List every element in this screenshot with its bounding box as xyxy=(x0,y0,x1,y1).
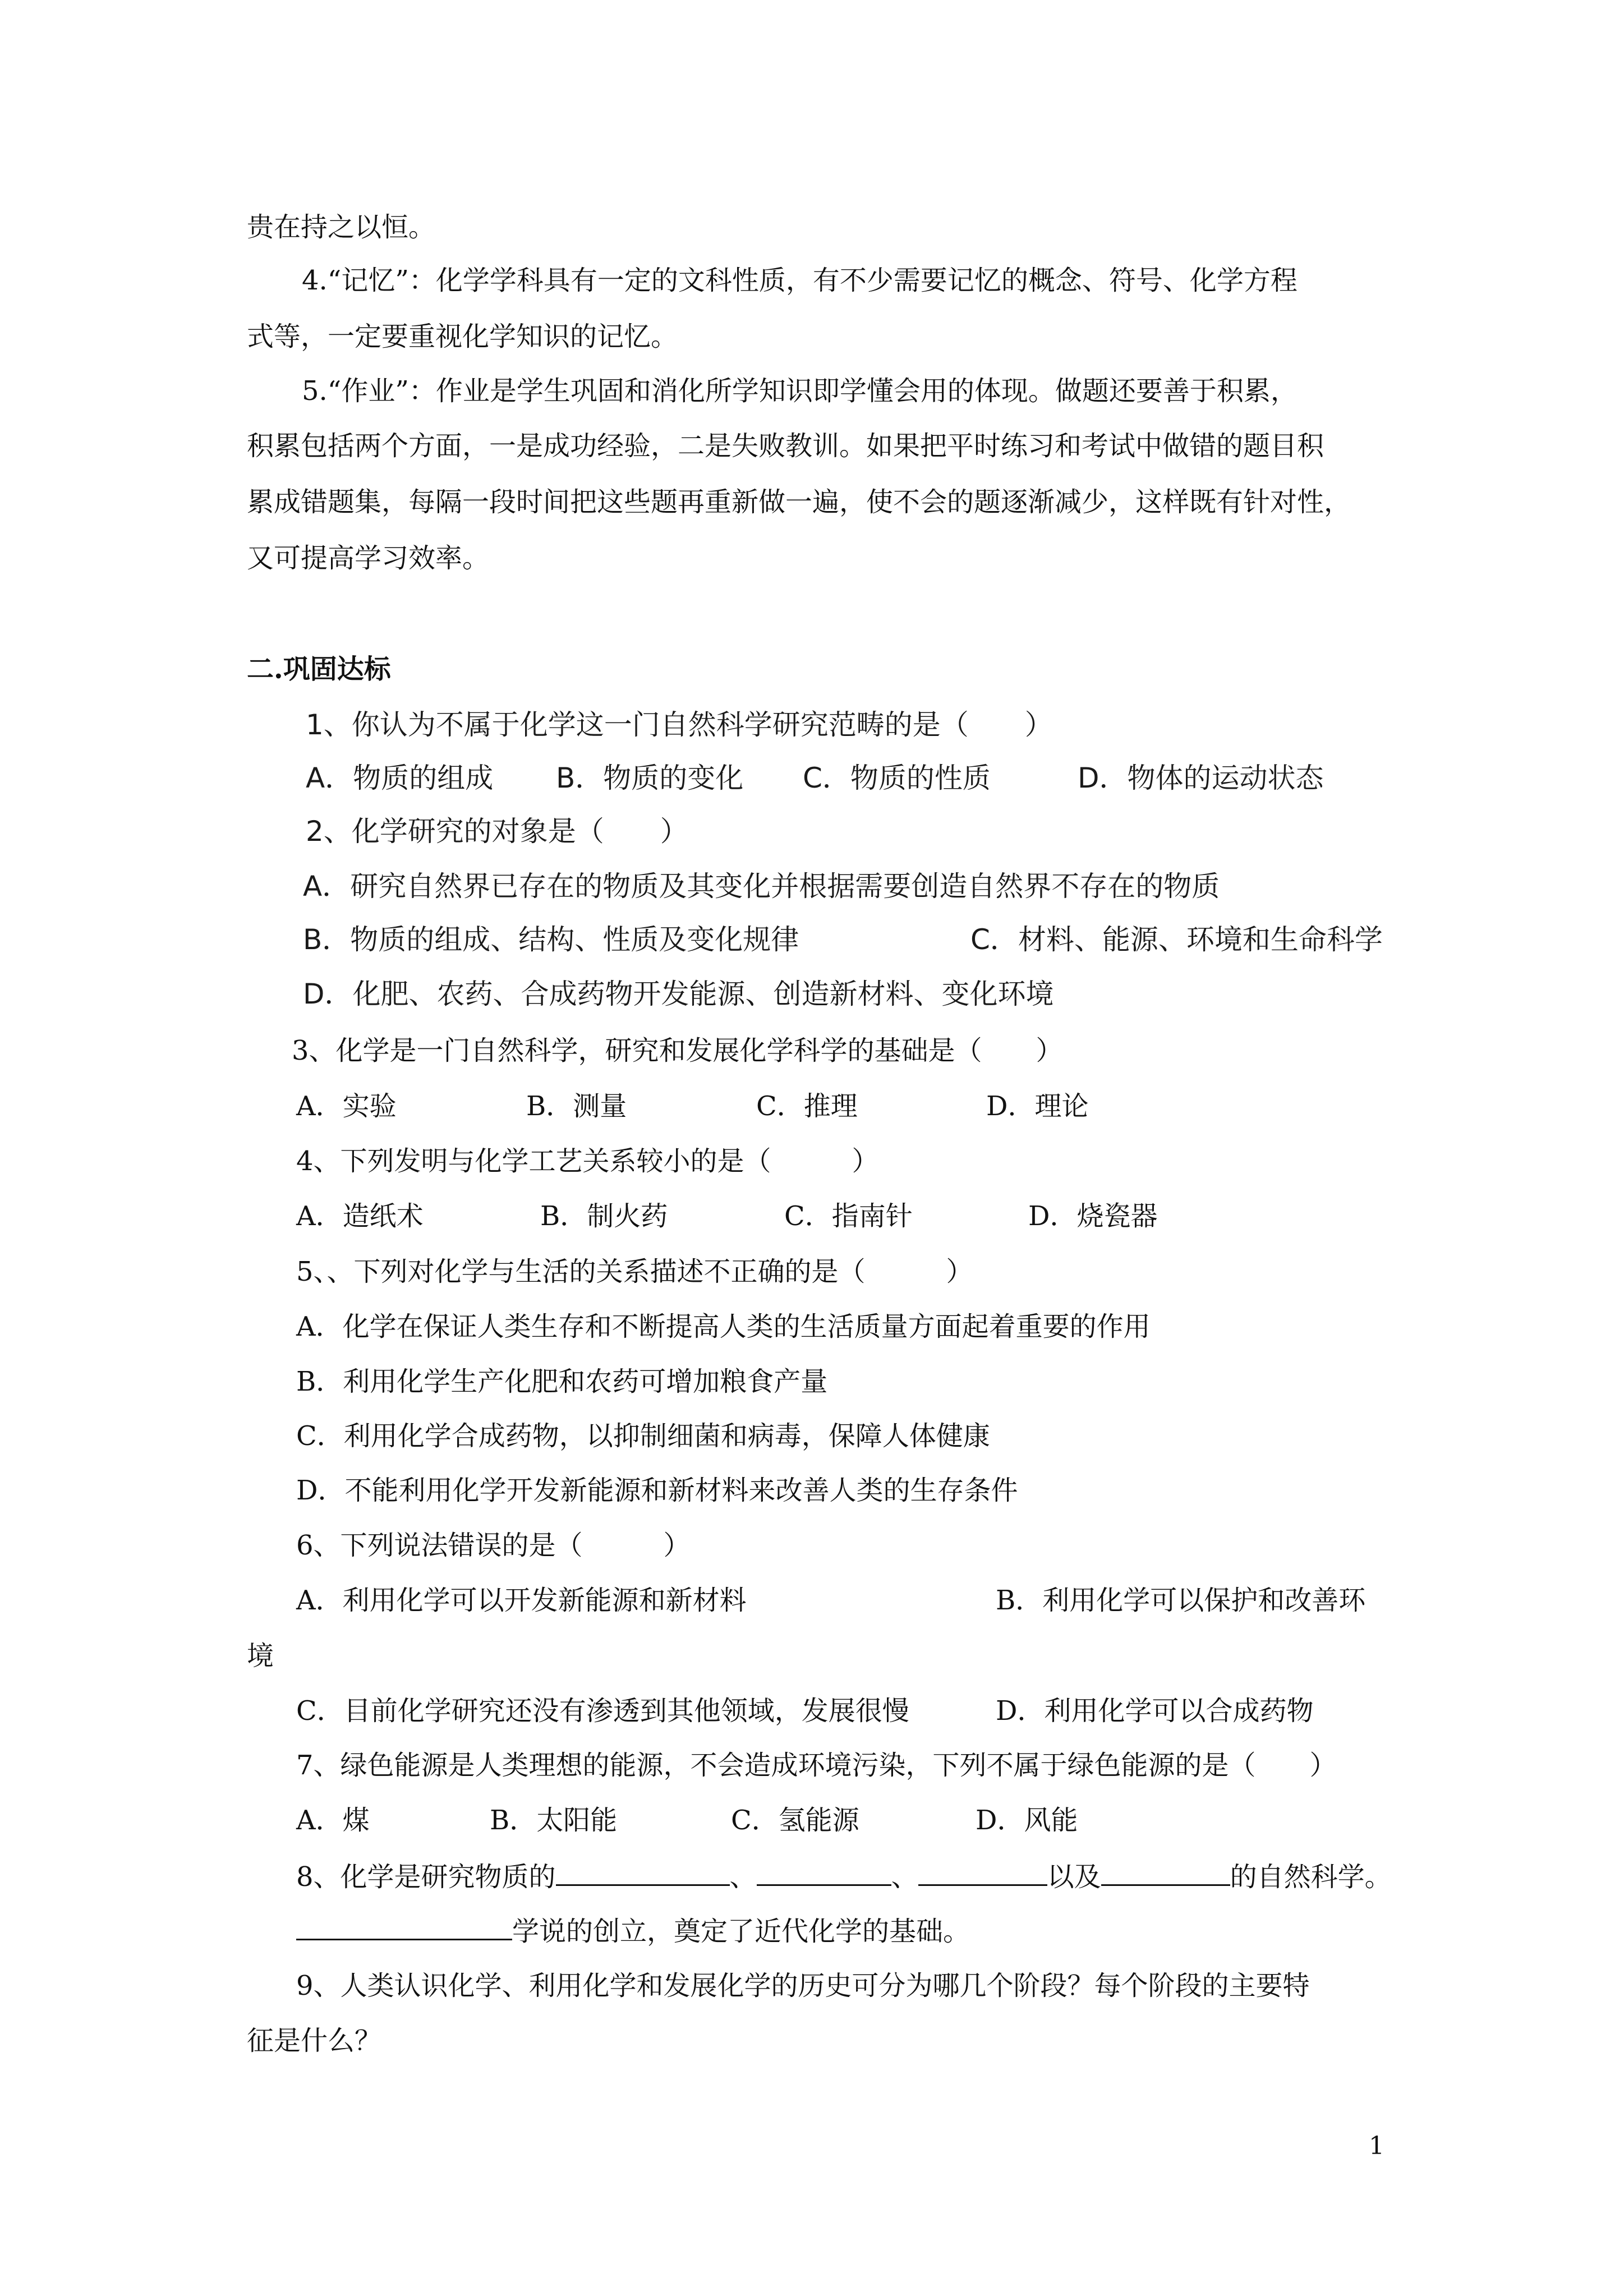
q4-option-b: B．制火药 xyxy=(540,1200,668,1232)
question-9-line-2: 征是什么？ xyxy=(247,2025,382,2056)
q3-option-d: D．理论 xyxy=(986,1091,1089,1122)
q1-option-b: B．物质的变化 xyxy=(556,762,744,794)
q1-option-a: A．物质的组成 xyxy=(306,762,494,794)
question-5-stem: 5、、下列对化学与生活的关系描述不正确的是（ ） xyxy=(296,1256,973,1287)
q4-option-c: C．指南针 xyxy=(784,1200,913,1232)
item-5-line-2: 积累包括两个方面，一是成功经验，二是失败教训。如果把平时练习和考试中做错的题目积 xyxy=(247,430,1324,462)
q5-option-a: A．化学在保证人类生存和不断提高人类的生活质量方面起着重要的作用 xyxy=(296,1311,1151,1342)
q6-option-c: C．目前化学研究还没有渗透到其他领域，发展很慢 xyxy=(296,1695,909,1727)
q2-option-b: B．物质的组成、结构、性质及变化规律 xyxy=(303,923,799,956)
question-1-stem: 1、你认为不属于化学这一门自然科学研究范畴的是（ ） xyxy=(306,708,1053,741)
q2-option-c: C．材料、能源、环境和生命科学 xyxy=(970,923,1383,956)
q5-option-b: B．利用化学生产化肥和农药可增加粮食产量 xyxy=(296,1366,828,1397)
q5-option-d: D．不能利用化学开发新能源和新材料来改善人类的生存条件 xyxy=(296,1475,1018,1506)
q1-option-d: D．物体的运动状态 xyxy=(1078,762,1324,794)
question-1-options xyxy=(306,761,1324,795)
section-heading: 二.巩固达标 xyxy=(247,654,391,685)
item-5-line-1: 5.“作业”：作业是学生巩固和消化所学知识即学懂会用的体现。做题还要善于积累， xyxy=(302,375,1298,407)
question-8-line-2 xyxy=(296,1913,970,1948)
q4-option-a: A．造纸术 xyxy=(296,1200,424,1232)
q6-option-d: D．利用化学可以合成药物 xyxy=(996,1695,1314,1727)
q3-option-a: A．实验 xyxy=(296,1091,397,1122)
q8-prefix: 8、化学是研究物质的 xyxy=(296,1861,556,1893)
question-4-stem: 4、下列发明与化学工艺关系较小的是（ ） xyxy=(296,1145,879,1177)
q8-blank-1[interactable] xyxy=(556,1858,730,1886)
item-5-line-4: 又可提高学习效率。 xyxy=(247,542,490,574)
q7-option-a: A．煤 xyxy=(296,1805,370,1836)
q6-option-a: A．利用化学可以开发新能源和新材料 xyxy=(296,1585,747,1616)
item-5-line-3: 累成错题集，每隔一段时间把这些题再重新做一遍，使不会的题逐渐减少，这样既有针对性， xyxy=(247,486,1351,518)
q8-line2-text: 学说的创立，奠定了近代化学的基础。 xyxy=(512,1916,970,1947)
q2-option-b-c xyxy=(303,923,1383,956)
q8-sep-1: 、 xyxy=(729,1861,757,1893)
question-7-options xyxy=(296,1803,1078,1837)
intro-line: 贵在持之以恒。 xyxy=(247,211,436,243)
question-2-stem: 2、化学研究的对象是（ ） xyxy=(306,815,688,848)
question-8-line-1 xyxy=(296,1858,1392,1894)
q8-blank-3[interactable] xyxy=(918,1858,1047,1886)
q6-option-b: B．利用化学可以保护和改善环 xyxy=(996,1585,1366,1616)
q7-option-b: B．太阳能 xyxy=(490,1805,618,1836)
q7-option-c: C．氢能源 xyxy=(731,1805,859,1836)
q6-option-b-wrap: 境 xyxy=(247,1640,274,1672)
q8-blank-2[interactable] xyxy=(757,1858,891,1886)
question-9-line-1: 9、人类认识化学、利用化学和发展化学的历史可分为哪几个阶段？每个阶段的主要特 xyxy=(296,1970,1310,2001)
q8-middle: 以及 xyxy=(1047,1861,1101,1893)
q8-blank-5[interactable] xyxy=(296,1913,512,1940)
q4-option-d: D．烧瓷器 xyxy=(1028,1200,1158,1232)
question-6-stem: 6、下列说法错误的是（ ） xyxy=(296,1530,691,1561)
q8-blank-4[interactable] xyxy=(1101,1858,1230,1886)
q8-sep-2: 、 xyxy=(891,1861,918,1893)
question-3-options xyxy=(296,1089,1089,1123)
question-4-options xyxy=(296,1199,1158,1233)
q3-option-b: B．测量 xyxy=(526,1091,627,1122)
q2-option-d: D．化肥、农药、合成药物开发能源、创造新材料、变化环境 xyxy=(303,978,1054,1010)
item-4-line-2: 式等，一定要重视化学知识的记忆。 xyxy=(247,321,678,352)
q7-option-d: D．风能 xyxy=(976,1805,1078,1836)
q8-suffix: 的自然科学。 xyxy=(1230,1861,1392,1893)
q5-option-c: C．利用化学合成药物，以抑制细菌和病毒，保障人体健康 xyxy=(296,1420,990,1452)
q2-option-a: A．研究自然界已存在的物质及其变化并根据需要创造自然界不存在的物质 xyxy=(303,870,1220,903)
page-number: 1 xyxy=(1369,2132,1384,2160)
q1-option-c: C．物质的性质 xyxy=(803,762,991,794)
question-3-stem: 3、化学是一门自然科学，研究和发展化学科学的基础是（ ） xyxy=(292,1035,1063,1066)
question-7-stem: 7、绿色能源是人类理想的能源，不会造成环境污染，下列不属于绿色能源的是（ ） xyxy=(296,1750,1337,1781)
q3-option-c: C．推理 xyxy=(756,1091,858,1122)
item-4-line-1: 4.“记忆”：化学学科具有一定的文科性质，有不少需要记忆的概念、符号、化学方程 xyxy=(302,265,1298,296)
